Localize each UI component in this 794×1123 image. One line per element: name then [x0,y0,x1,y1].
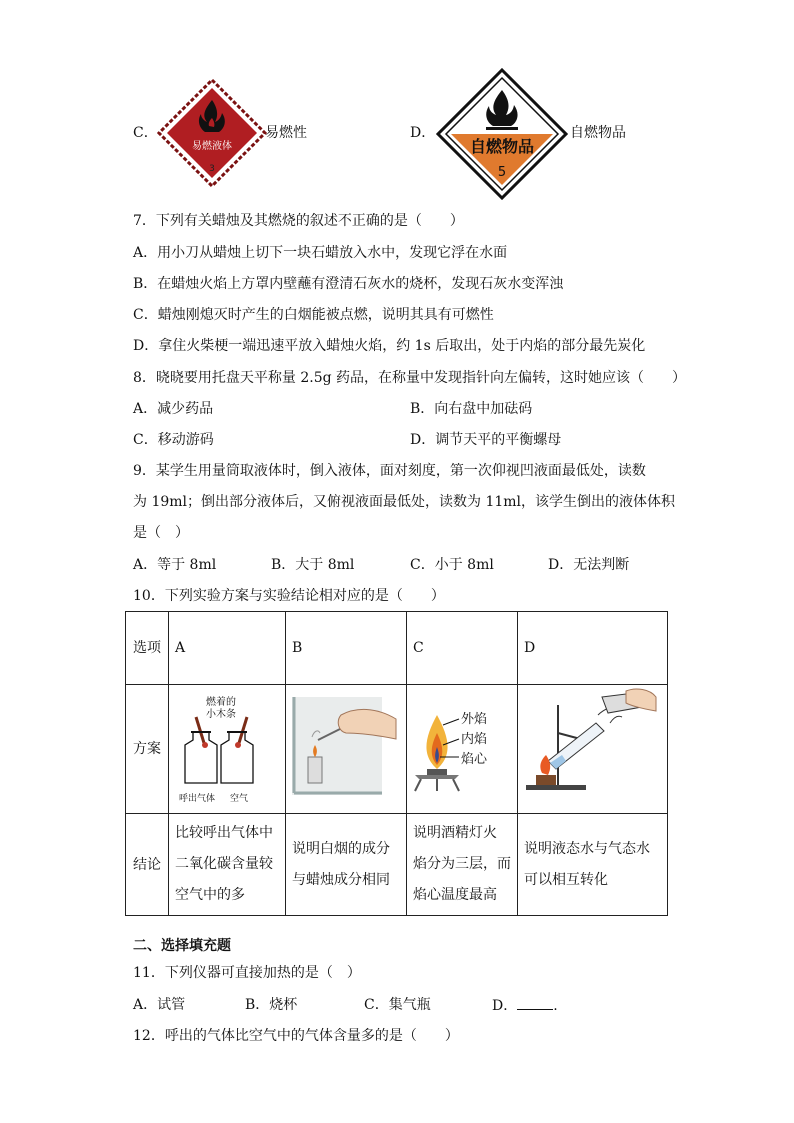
header-b: B [286,612,407,685]
conclusion-a-line2: 二氧化碳含量较 [175,856,273,872]
q8-option-d: D．调节天平的平衡螺母 [410,432,562,448]
q11-option-d-end: . [553,998,558,1014]
option-d-label: 自燃物品 [570,125,626,141]
q8-option-c: C．移动游码 [133,432,214,448]
table-row-conclusion [126,814,668,916]
q9-line2: 为 19ml；倒出部分液体后，又俯视液面最低处，读数为 11ml，该学生倒出的液体体积 [133,494,676,510]
img-c-inner-label: 内焰 [461,732,488,747]
option-d-letter: D． [410,125,436,141]
img-a-label-right: 空气 [229,794,249,804]
conclusion-b [286,814,407,916]
flame-layers-illustration [407,685,517,809]
sign-c-num: 3 [209,164,215,174]
q9-option-d: D．无法判断 [548,557,630,573]
q7-option-c: C．蜡烛刚熄灭时产生的白烟能被点燃，说明其具有可燃性 [133,307,494,323]
q11-option-a: A．试管 [133,997,186,1013]
row-label-option: 选项 [126,612,169,685]
option-c-letter: C． [133,125,158,141]
q9-line1: 9．某学生用量筒取液体时，倒入液体，面对刻度，第一次仰视凹液面最低处，读数 [133,463,646,479]
conclusion-c-line2: 焰分为三层，而 [413,856,511,872]
spontaneous-combustion-sign [436,68,568,200]
q7-stem: 7．下列有关蜡烛及其燃烧的叙述不正确的是（ ） [133,213,464,229]
row-label-conclusion: 结论 [126,814,169,916]
sign-d-text: 自燃物品 [469,137,535,156]
conclusion-d-line1: 说明液态水与气态水 [524,840,650,857]
table-row-options [126,612,668,685]
conclusion-a-line1: 比较呼出气体中 [175,825,273,841]
q8-option-b: B．向右盘中加砝码 [410,401,533,417]
plan-c-cell [407,685,518,814]
header-c: C [407,612,518,685]
img-c-outer-label: 外焰 [461,712,488,727]
row-label-plan: 方案 [126,685,169,814]
q12-stem: 12．呼出的气体比空气中的气体含量多的是（ ） [133,1028,459,1044]
q8-option-a: A．减少药品 [133,401,214,417]
conclusion-c-line3: 焰心温度最高 [413,887,497,903]
section-2-title: 二、选择填充题 [133,938,231,954]
img-a-label-left: 呼出气体 [178,794,216,804]
img-a-label-top2: 小木条 [206,709,236,720]
q8-stem: 8．晓晓要用托盘天平称量 2.5g 药品，在称量中发现指针向左偏转，这时她应该（ ） [133,370,687,386]
plan-d-cell [518,685,668,814]
table-row-plan [126,685,668,814]
conclusion-b-line2: 与蜡烛成分相同 [292,871,390,888]
conclusion-d-line2: 可以相互转化 [524,871,608,888]
q11-stem: 11．下列仪器可直接加热的是（ ） [133,965,361,981]
q11-answer-blank[interactable] [517,995,553,1010]
q7-option-a: A．用小刀从蜡烛上切下一块石蜡放入水中，发现它浮在水面 [133,245,508,261]
header-d: D [518,612,668,685]
q7-option-d: D．拿住火柴梗一端迅速平放入蜡烛火焰，约 1s 后取出，处于内焰的部分最先炭化 [133,338,646,354]
q9-option-a: A．等于 8ml [133,557,217,573]
q11-option-d-letter: D． [492,998,518,1014]
img-c-core-label: 焰心 [461,752,488,767]
q7-option-b: B．在蜡烛火焰上方罩内壁蘸有澄清石灰水的烧杯，发现石灰水变浑浊 [133,276,564,292]
conclusion-b-line1: 说明白烟的成分 [292,840,390,857]
conclusion-c-line1: 说明酒精灯火 [413,825,497,841]
plan-b-cell [286,685,407,814]
sign-d-num: 5 [497,165,507,180]
conclusion-c [407,814,518,916]
img-a-label-top: 燃着的 [206,697,236,708]
q11-option-b: B．烧杯 [245,997,298,1013]
conclusion-a-line3: 空气中的多 [175,887,245,903]
option-c-label: 易燃性 [265,125,307,141]
q10-table [125,611,668,916]
white-smoke-illustration [286,685,404,809]
conclusion-a [169,814,286,916]
two-bottles-illustration [169,685,285,809]
q11-option-c: C．集气瓶 [364,997,431,1013]
q9-option-c: C．小于 8ml [410,557,494,573]
flammable-liquid-sign [157,78,267,188]
q9-option-b: B．大于 8ml [271,557,355,573]
q11-option-d [492,995,558,1016]
header-a: A [169,612,286,685]
conclusion-d [518,814,668,916]
sign-c-text: 易燃液体 [192,141,232,152]
plan-a-cell [169,685,286,814]
q10-stem: 10．下列实验方案与实验结论相对应的是（ ） [133,588,445,604]
q9-line3: 是（ ） [133,525,189,541]
water-heating-illustration [518,685,658,809]
